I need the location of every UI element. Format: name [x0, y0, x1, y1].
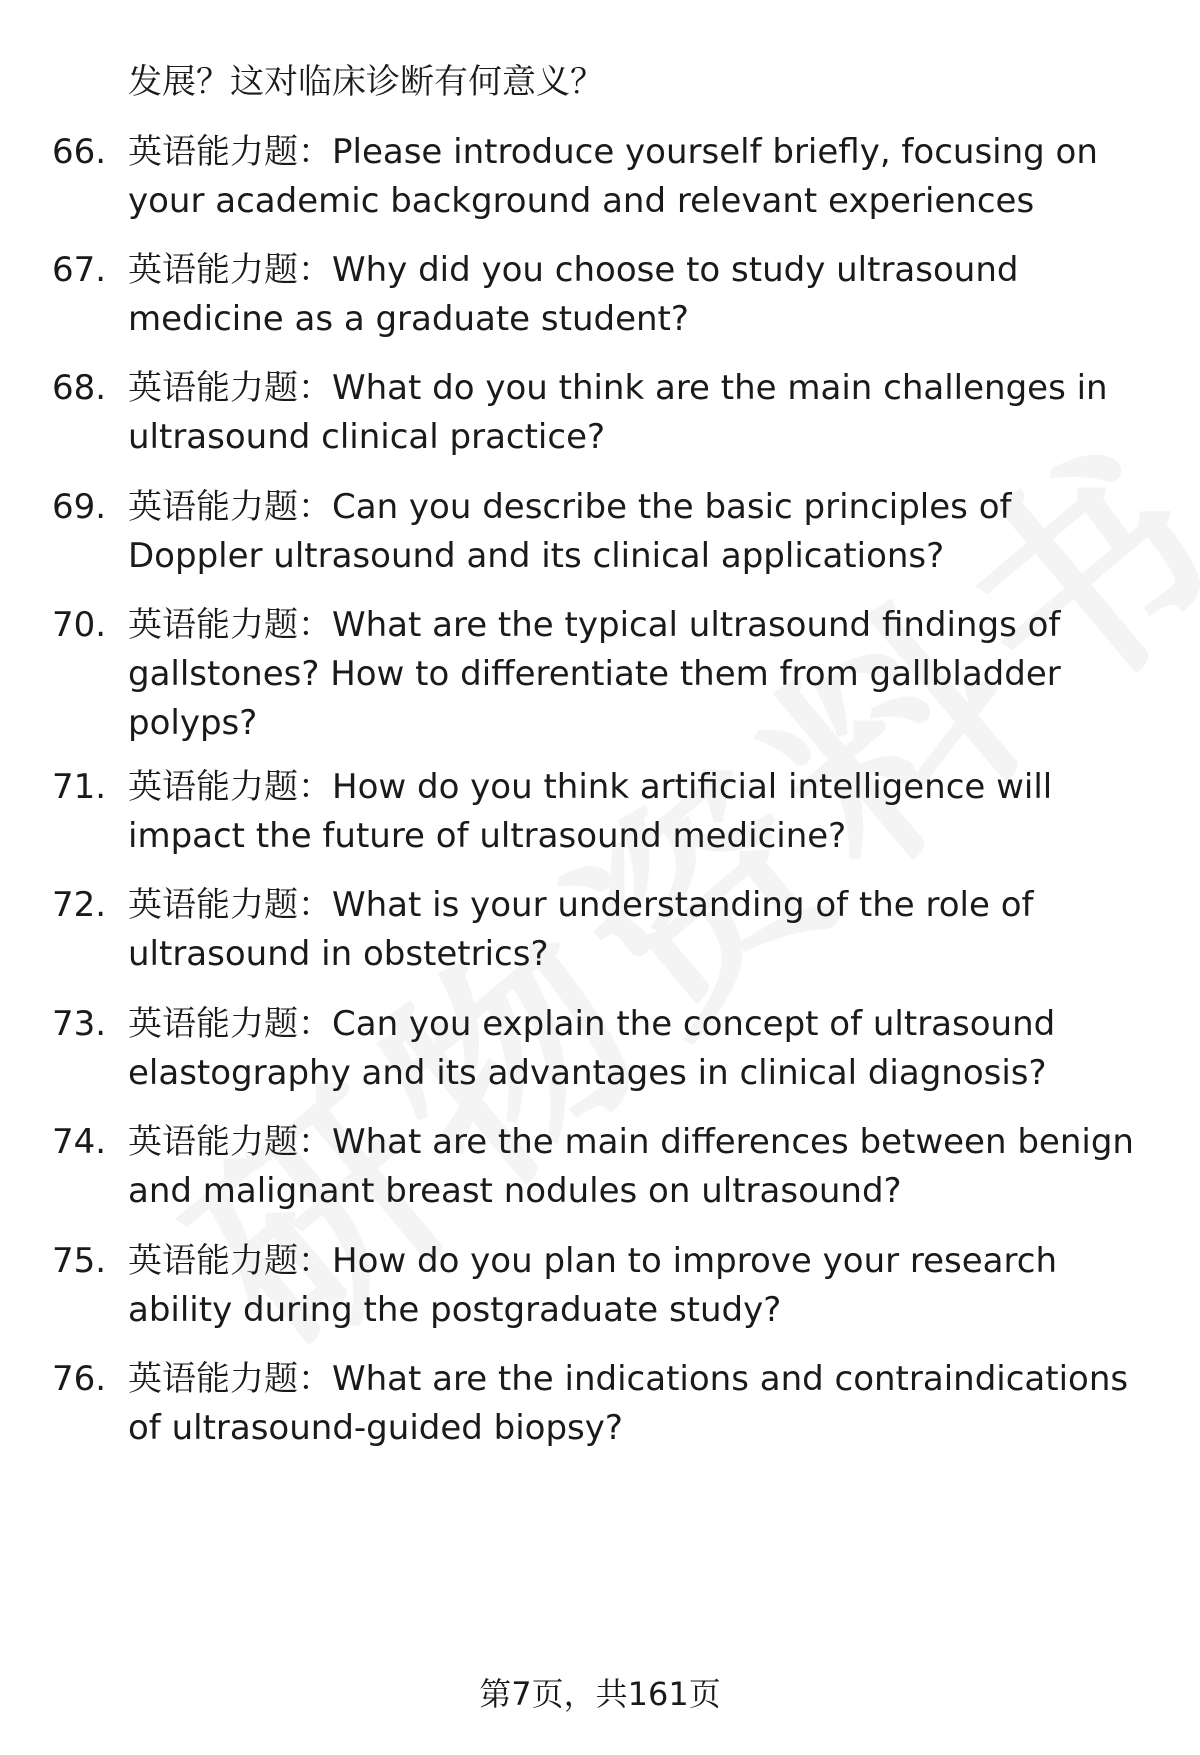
continued-question-text: 发展？这对临床诊断有何意义？ [128, 62, 604, 102]
question-text: 英语能力题：How do you plan to improve your research ability during the postgraduate study? [128, 1241, 1057, 1330]
question-number: 69. [52, 487, 107, 527]
question-item [52, 128, 1162, 226]
question-text: 英语能力题：What are the indications and contraindications of ultrasound-guided biopsy? [128, 1359, 1129, 1448]
question-text: 英语能力题：What are the typical ultrasound findings of gallstones? How to differentiate them from gallbladder polyps? [128, 605, 1061, 743]
question-text: 英语能力题：What are the main differences between benign and malignant breast nodules on ultrasound? [128, 1122, 1134, 1211]
question-number: 67. [52, 250, 107, 290]
question-text: 英语能力题：Can you describe the basic principles of Doppler ultrasound and its clinical applications? [128, 487, 1012, 576]
question-item [52, 1355, 1162, 1453]
question-text: 英语能力题：What is your understanding of the role of ultrasound in obstetrics? [128, 885, 1034, 974]
question-number: 71. [52, 767, 107, 807]
question-number: 68. [52, 368, 107, 408]
question-number: 72. [52, 885, 107, 925]
question-item [52, 364, 1162, 462]
question-number: 74. [52, 1122, 107, 1162]
question-number: 73. [52, 1004, 107, 1044]
question-item [52, 763, 1162, 861]
question-text: 英语能力题：Why did you choose to study ultrasound medicine as a graduate student? [128, 250, 1019, 339]
question-text: 英语能力题：How do you think artificial intelligence will impact the future of ultrasound medicine? [128, 767, 1053, 856]
question-item [52, 601, 1162, 748]
question-number: 75. [52, 1241, 107, 1281]
question-item [52, 1000, 1162, 1098]
question-item [52, 1237, 1162, 1335]
question-item [52, 483, 1162, 581]
question-text: 英语能力题：Can you explain the concept of ultrasound elastography and its advantages in clinical diagnosis? [128, 1004, 1056, 1093]
question-number: 66. [52, 132, 107, 172]
question-item [52, 246, 1162, 344]
question-text: 英语能力题：What do you think are the main challenges in ultrasound clinical practice? [128, 368, 1108, 457]
page-footer: 第7页，共161页 [479, 1675, 721, 1713]
question-text: 英语能力题：Please introduce yourself briefly, focusing on your academic background and relevant experiences [128, 132, 1098, 221]
question-number: 76. [52, 1359, 107, 1399]
question-item [52, 1118, 1162, 1216]
question-item [52, 881, 1162, 979]
question-number: 70. [52, 605, 107, 645]
